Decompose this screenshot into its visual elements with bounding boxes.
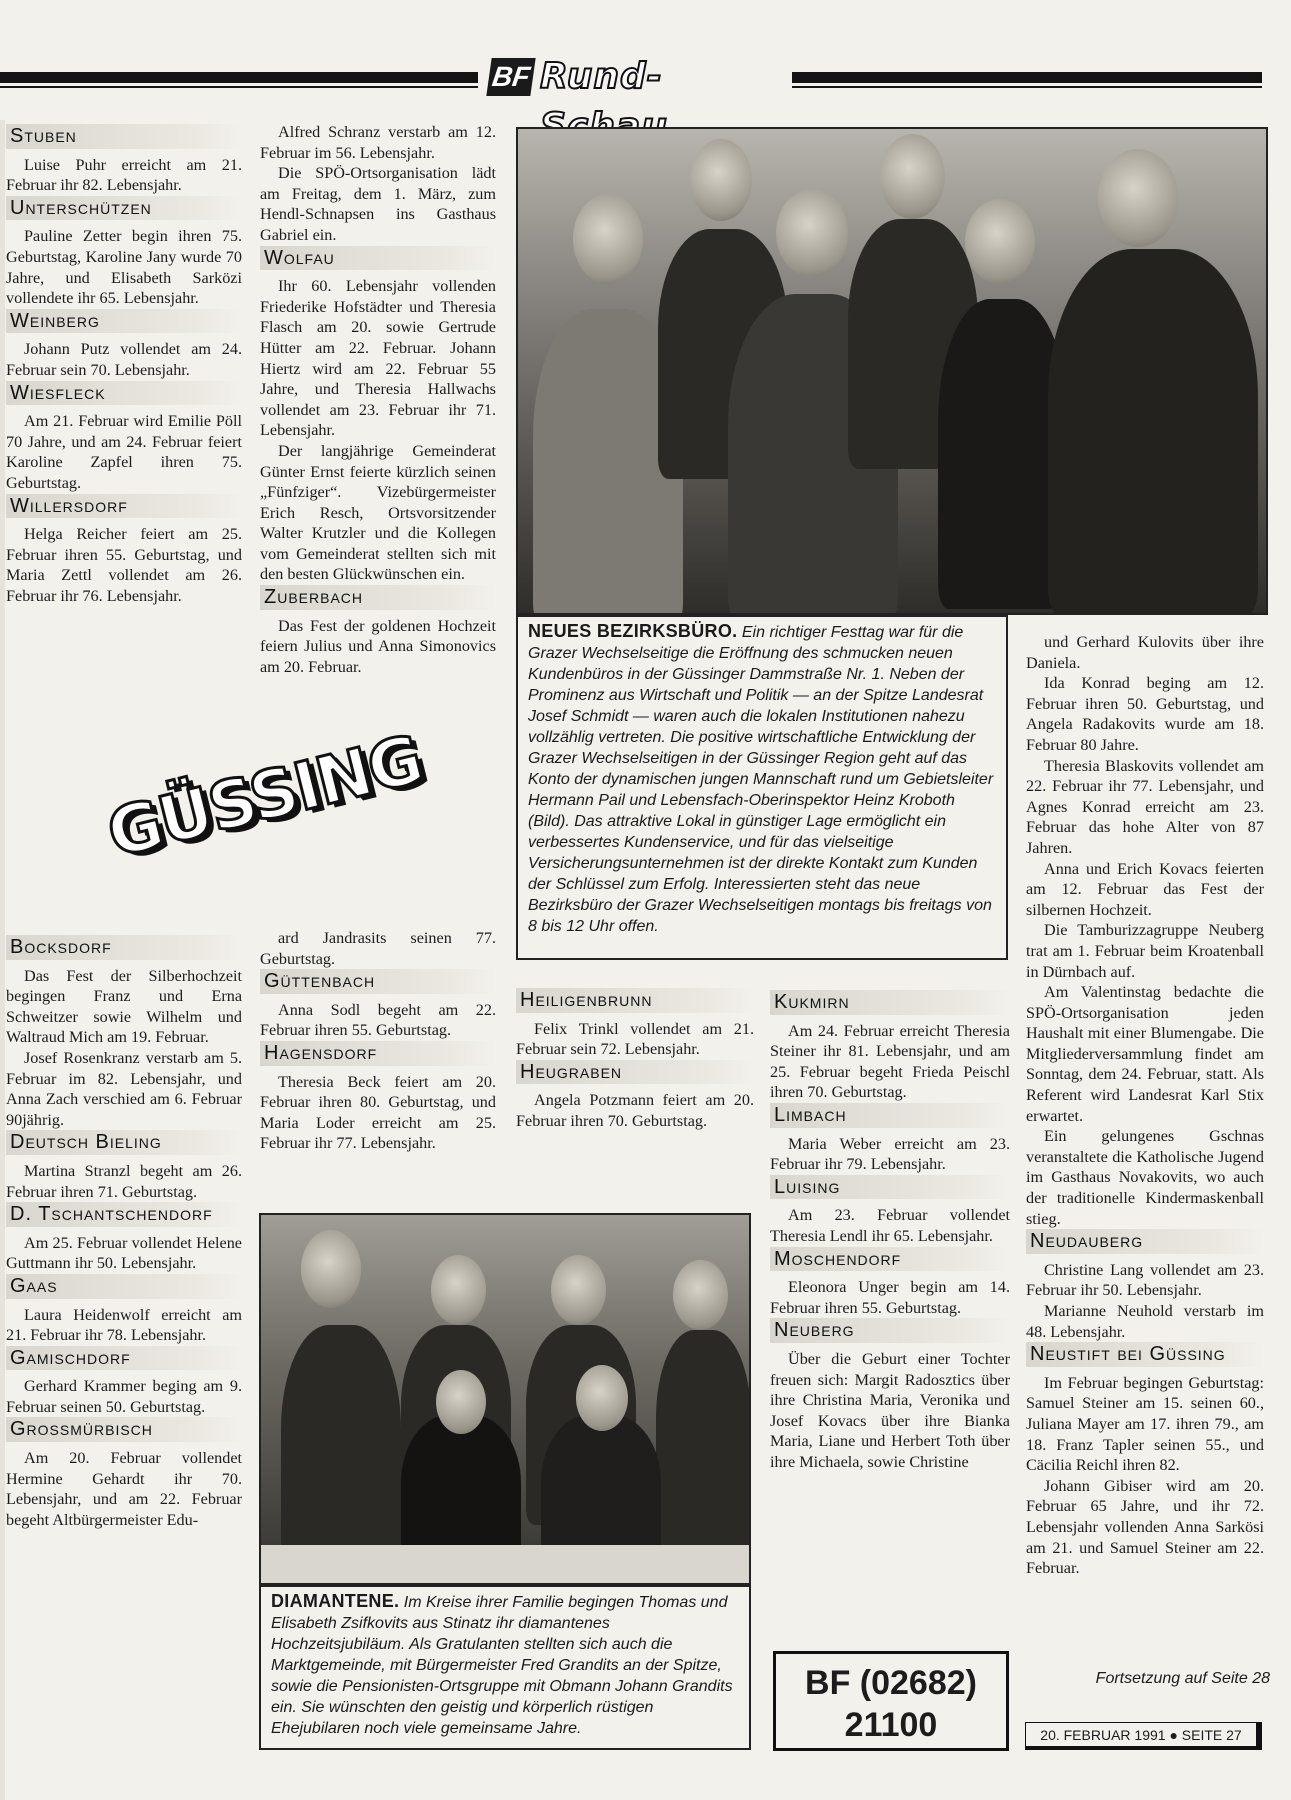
entry-text: Die Tamburizzagruppe Neuberg trat am 1. Februar beim Kroatenball in Dürnbach auf.	[1026, 921, 1264, 981]
entry-text: Anna und Erich Kovacs feierten am 12. Februar das Fest der silbernen Hochzeit.	[1026, 859, 1264, 919]
entry-text: Pauline Zetter begin ihren 75. Geburtstag, Karoline Jany wurde 70 Jahre, und Elisabeth Sarközi vollendete ihr 65. Lebensjahr.	[6, 227, 242, 308]
town-entry	[1026, 1342, 1264, 1579]
entry-text: Ida Konrad beging am 12. Februar ihren 50. Geburtstag, und Angela Radakovits wurde am 18. Februar 80 Jahre.	[1026, 674, 1264, 754]
entry-text: Ein gelungenes Gschnas veranstaltete die Katholische Jugend im Gasthaus Novakovits, wo auch der traditionelle Kindermaskenball stieg.	[1026, 1127, 1264, 1228]
town-heading: Gamischdorf	[6, 1346, 242, 1371]
town-heading: Weinberg	[6, 309, 242, 334]
entry-text: und Gerhard Kulovits über ihre Daniela.	[1026, 633, 1264, 672]
entry-text: Die SPÖ-Ortsorganisation lädt am Freitag, dem 1. März, zum Hendl-Schnapsen ins Gasthaus Gabriel ein.	[260, 164, 496, 244]
town-entry	[260, 969, 496, 1041]
entry-text: Am Valentinstag bedachte die SPÖ-Ortsorganisation jeden Haushalt mit einer Blumengabe. Die Mitgliederversammlung findet am Sonntag, dem 24. Februar, statt. Als Referent wird Landesrat Karl Stix erwartet.	[1026, 983, 1264, 1125]
town-entry	[260, 1041, 496, 1154]
town-heading: Neustift bei Güssing	[1026, 1342, 1264, 1367]
entry-text: Josef Rosenkranz verstarb am 5. Februar im 82. Lebensjahr, und Anna Zach verschied am 6. Februar 90jährig.	[6, 1048, 242, 1129]
town-entry	[6, 124, 242, 196]
town-entry	[260, 246, 496, 586]
entry-text: Am 21. Februar wird Emilie Pöll 70 Jahre, und am 24. Februar feiert Karoline Zapfel ihren 75. Geburtstag.	[6, 412, 242, 492]
town-heading: Zuberbach	[260, 585, 496, 610]
phone-box	[773, 1651, 1009, 1751]
entry-text: Gerhard Krammer beging am 9. Februar seinen 50. Geburtstag.	[6, 1377, 242, 1416]
entry-text: Im Februar begingen Geburtstag: Samuel Steiner am 15. seinen 60., Juliana Mayer am 17. ihren 79., am 18. Franz Tapler seinen 55., und Cäcilia Reichl ihren 82.	[1026, 1373, 1264, 1475]
entry-text: Am 23. Februar vollendet Theresia Lendl ihr 65. Lebensjahr.	[770, 1206, 1010, 1245]
town-heading: Wolfau	[260, 246, 496, 271]
town-heading: Grossmürbisch	[6, 1417, 242, 1442]
entry-text: Martina Stranzl begeht am 26. Februar ihren 71. Geburtstag.	[6, 1161, 242, 1201]
town-entry	[1026, 1229, 1264, 1342]
entry-text: Marianne Neuhold verstarb im 48. Lebensjahr.	[1026, 1302, 1264, 1341]
town-entry	[6, 1417, 242, 1530]
town-entry	[260, 122, 496, 246]
town-entry	[6, 494, 242, 607]
entry-text: Am 25. Februar vollendet Helene Guttmann ihr 50. Lebensjahr.	[6, 1233, 242, 1273]
town-entry	[6, 935, 242, 1130]
town-heading: Neudauberg	[1026, 1229, 1264, 1254]
entry-text: Angela Potzmann feiert am 20. Februar ihren 70. Geburtstag.	[516, 1091, 754, 1130]
town-entry	[770, 1318, 1010, 1472]
column-mid-top	[260, 122, 496, 677]
continued-note: Fortsetzung auf Seite 28	[1095, 1670, 1270, 1687]
entry-text: ard Jandrasits seinen 77. Geburtstag.	[260, 929, 496, 968]
entry-text: Felix Trinkl vollendet am 21. Februar sein 72. Lebensjahr.	[516, 1019, 754, 1059]
column-mid3-bottom	[770, 990, 1010, 1472]
town-entry	[6, 1346, 242, 1418]
town-heading: Moschendorf	[770, 1247, 1010, 1272]
town-heading: Stuben	[6, 124, 242, 149]
entry-text: Luise Puhr erreicht am 21. Februar ihr 82. Lebensjahr.	[6, 155, 242, 195]
town-heading: Hagensdorf	[260, 1041, 496, 1066]
entry-text: Theresia Blaskovits vollendet am 22. Februar ihr 77. Lebensjahr, und Agnes Konrad erreicht am 23. Februar das hohe Alter von 87 Jahren.	[1026, 756, 1264, 857]
entry-text: Theresia Beck feiert am 20. Februar ihren 80. Geburtstag, und Maria Loder erreicht am 25. Februar ihr 77. Lebensjahr.	[260, 1072, 496, 1153]
entry-text: Johann Gibiser wird am 20. Februar 65 Jahre, und ihr 72. Lebensjahr vollenden Anna Sarkösi am 21. und Samuel Steiner am 22. Februar.	[1026, 1476, 1264, 1578]
entry-text: Das Fest der Silberhochzeit begingen Franz und Erna Schweitzer sowie Wilhelm und Waltraud Mich am 19. Februar.	[6, 966, 242, 1047]
town-heading: Gaas	[6, 1274, 242, 1299]
town-entry	[6, 381, 242, 494]
town-entry	[6, 1202, 242, 1274]
entry-text: Alfred Schranz verstarb am 12. Februar im 56. Lebensjahr.	[260, 123, 496, 162]
entry-text: Laura Heidenwolf erreicht am 21. Februar ihr 78. Lebensjahr.	[6, 1305, 242, 1345]
photo-diamantene	[259, 1213, 751, 1585]
entry-text: Das Fest der goldenen Hochzeit feiern Julius und Anna Simonovics am 20. Februar.	[260, 616, 496, 676]
entry-text: Ihr 60. Lebensjahr vollenden Friederike Hofstädter und Theresia Flasch am 20. sowie Gertrude Hütter am 22. Februar. Johann Hiertz wird am 22. Februar 55 Jahre, und Theresia Hallwachs vollendet am 23. Februar ihr 71. Lebensjahr.	[260, 277, 496, 440]
town-entry	[260, 585, 496, 677]
town-entry	[770, 990, 1010, 1103]
entry-text: Christine Lang vollendet am 23. Februar ihr 50. Lebensjahr.	[1026, 1260, 1264, 1300]
page-edge	[0, 120, 5, 1800]
town-entry	[6, 309, 242, 381]
entry-text: Eleonora Unger begin am 14. Februar ihren 55. Geburtstag.	[770, 1278, 1010, 1317]
town-heading: Willersdorf	[6, 494, 242, 519]
town-heading: Neuberg	[770, 1318, 1010, 1343]
header-rule-right	[792, 72, 1262, 83]
town-heading: Kukmirn	[770, 990, 1010, 1015]
town-heading: Güttenbach	[260, 969, 496, 994]
town-heading: Bocksdorf	[6, 935, 242, 960]
section-title-guessing: GÜSSING	[99, 720, 429, 873]
town-entry	[770, 1175, 1010, 1247]
logo-bf: BF	[486, 58, 535, 96]
town-entry	[770, 1103, 1010, 1175]
column-mid-bottom	[260, 928, 496, 1154]
phone-line2: 21100	[844, 1706, 938, 1744]
town-heading: Wiesfleck	[6, 381, 242, 406]
column-mid2-bottom	[516, 988, 754, 1132]
town-heading: Deutsch Bieling	[6, 1130, 242, 1155]
logo-rund-schau: Rund-	[540, 56, 663, 97]
column-left-bottom	[6, 935, 242, 1530]
photo-neues-bezirksbuero	[516, 127, 1268, 615]
entry-text: Helga Reicher feiert am 25. Februar ihren 55. Geburtstag, und Maria Zettl vollendet am 26. Februar ihr 76. Lebensjahr.	[6, 525, 242, 605]
town-entry	[6, 196, 242, 309]
town-entry	[1026, 632, 1264, 1229]
entry-text: Anna Sodl begeht am 22. Februar ihren 55. Geburtstag.	[260, 1000, 496, 1040]
page-footer: 20. FEBRUAR 1991 ● SEITE 27	[1025, 1722, 1262, 1750]
town-heading: Unterschützen	[6, 196, 242, 221]
town-entry	[770, 1247, 1010, 1319]
caption-diamantene: DIAMANTENE. Im Kreise ihrer Familie begingen Thomas und Elisabeth Zsifkovits aus Stinatz ihr diamantenes Hochzeitsjubiläum. Als Gratulanten stellten sich auch die Marktgemeinde, mit Bürgermeister Fred Grandits an der Spitze, sowie die Pensionisten-Ortsgruppe mit Obmann Johann Grandits ein. Sie wünschten den geistig und körperlich rüstigen Ehejubilaren noch viele gemeinsame Jahre.	[259, 1585, 751, 1750]
entry-text: Der langjährige Gemeinderat Günter Ernst feierte kürzlich seinen „Fünfziger“. Vizebürgermeister Erich Resch, Ortsvorsitzender Walter Krutzler und die Kollegen vom Gemeinderat stellten sich mit den besten Glückwünschen ein.	[260, 441, 496, 584]
town-entry	[516, 988, 754, 1060]
phone-line1: BF (02682)	[805, 1664, 977, 1702]
column-right-top	[1026, 632, 1264, 1579]
town-heading: Heugraben	[516, 1060, 754, 1085]
town-heading: D. Tschantschendorf	[6, 1202, 242, 1227]
header-rule-left	[0, 72, 478, 83]
town-heading: Heiligenbrunn	[516, 988, 754, 1013]
entry-text: Über die Geburt einer Tochter freuen sich: Margit Radosztics über ihre Christina Maria, Veronika und Josef Kovacs über ihre Bianka Maria, Liane und Herbert Toth über ihre Michaela, sowie Christine	[770, 1349, 1010, 1471]
entry-text: Johann Putz vollendet am 24. Februar sein 70. Lebensjahr.	[6, 340, 242, 379]
town-heading: Limbach	[770, 1103, 1010, 1128]
town-heading: Luising	[770, 1175, 1010, 1200]
town-entry	[6, 1130, 242, 1202]
column-left-top	[6, 124, 242, 606]
town-entry	[260, 928, 496, 969]
town-entry	[516, 1060, 754, 1132]
entry-text: Am 24. Februar erreicht Theresia Steiner ihr 81. Lebensjahr, und am 25. Februar begeht Frieda Peischl ihren 70. Geburtstag.	[770, 1021, 1010, 1102]
town-entry	[6, 1274, 242, 1346]
entry-text: Maria Weber erreicht am 23. Februar ihr 79. Lebensjahr.	[770, 1134, 1010, 1174]
entry-text: Am 20. Februar vollendet Hermine Gehardt ihr 70. Lebensjahr, und am 22. Februar begeht Altbürgermeister Edu-	[6, 1449, 242, 1529]
caption-neues-bezirksbuero: NEUES BEZIRKSBÜRO. Ein richtiger Festtag war für die Grazer Wechselseitige die Eröffnung des schmucken neuen Kundenbüros in der Güssinger Dammstraße Nr. 1. Neben der Prominenz aus Wirtschaft und Politik — an der Spitze Landesrat Josef Schmidt — waren auch die lokalen Institutionen nahezu vollzählig vertreten. Die positive wirtschaftliche Entwicklung der Grazer Wechselseitigen in der Güssinger Region geht auf das Konto der dynamischen jungen Mannschaft rund um Gebietsleiter Hermann Pail und Lebensfach-Oberinspektor Heinz Kroboth (Bild). Das attraktive Lokal in günstiger Lage ermöglicht ein verbessertes Kundenservice, und für das vielseitige Versicherungsunternehmen ist der direkte Kontakt zum Kunden der Schlüssel zum Erfolg. Interessierten steht das neue Bezirksbüro der Grazer Wechselseitigen montags bis freitags von 8 bis 12 Uhr offen.	[516, 615, 1008, 960]
